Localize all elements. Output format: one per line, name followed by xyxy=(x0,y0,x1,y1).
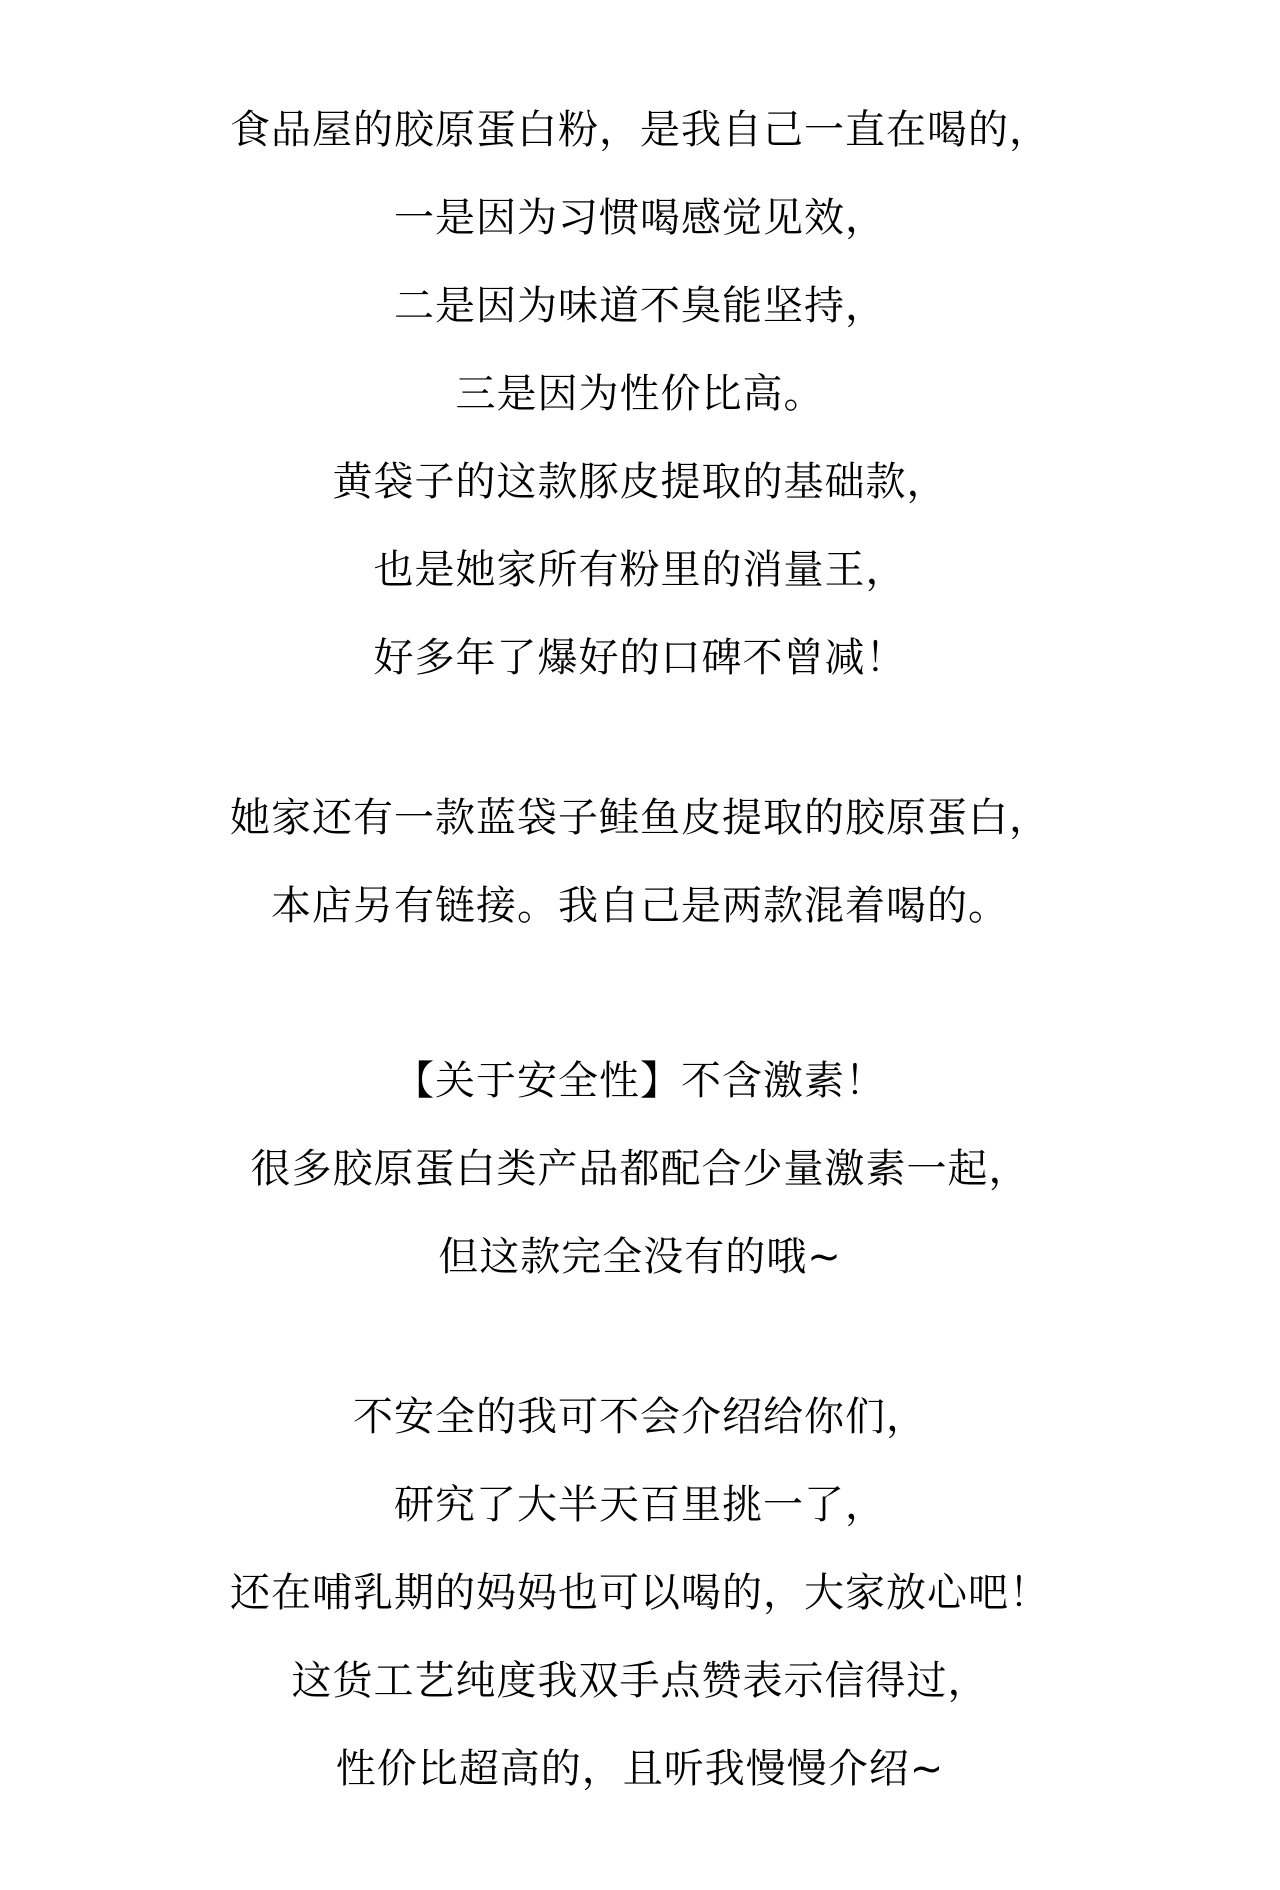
text-line: 不安全的我可不会介绍给你们， xyxy=(353,1394,927,1440)
text-line: 研究了大半天百里挑一了， xyxy=(394,1482,886,1528)
text-line: 这货工艺纯度我双手点赞表示信得过， xyxy=(291,1658,989,1704)
text-line: 一是因为习惯喝感觉见效， xyxy=(394,195,886,241)
text-line: 很多胶原蛋白类产品都配合少量激素一起， xyxy=(250,1146,1030,1192)
text-line: 本店另有链接。我自己是两款混着喝的。 xyxy=(271,883,1009,929)
text-line: 好多年了爆好的口碑不曾减！ xyxy=(373,635,907,681)
text-line: 但这款完全没有的哦~ xyxy=(438,1234,842,1280)
text-line: 【关于安全性】不含激素！ xyxy=(394,1058,886,1104)
text-line: 性价比超高的，且听我慢慢介绍~ xyxy=(335,1746,945,1792)
text-line: 食品屋的胶原蛋白粉，是我自己一直在喝的， xyxy=(230,107,1050,153)
text-line: 她家还有一款蓝袋子鲑鱼皮提取的胶原蛋白， xyxy=(230,795,1050,841)
text-line: 黄袋子的这款豚皮提取的基础款， xyxy=(332,459,948,505)
text-line: 三是因为性价比高。 xyxy=(455,371,825,417)
text-line: 二是因为味道不臭能坚持， xyxy=(394,283,886,329)
text-line: 还在哺乳期的妈妈也可以喝的，大家放心吧！ xyxy=(230,1570,1050,1616)
text-line: 也是她家所有粉里的消量王， xyxy=(373,547,907,593)
